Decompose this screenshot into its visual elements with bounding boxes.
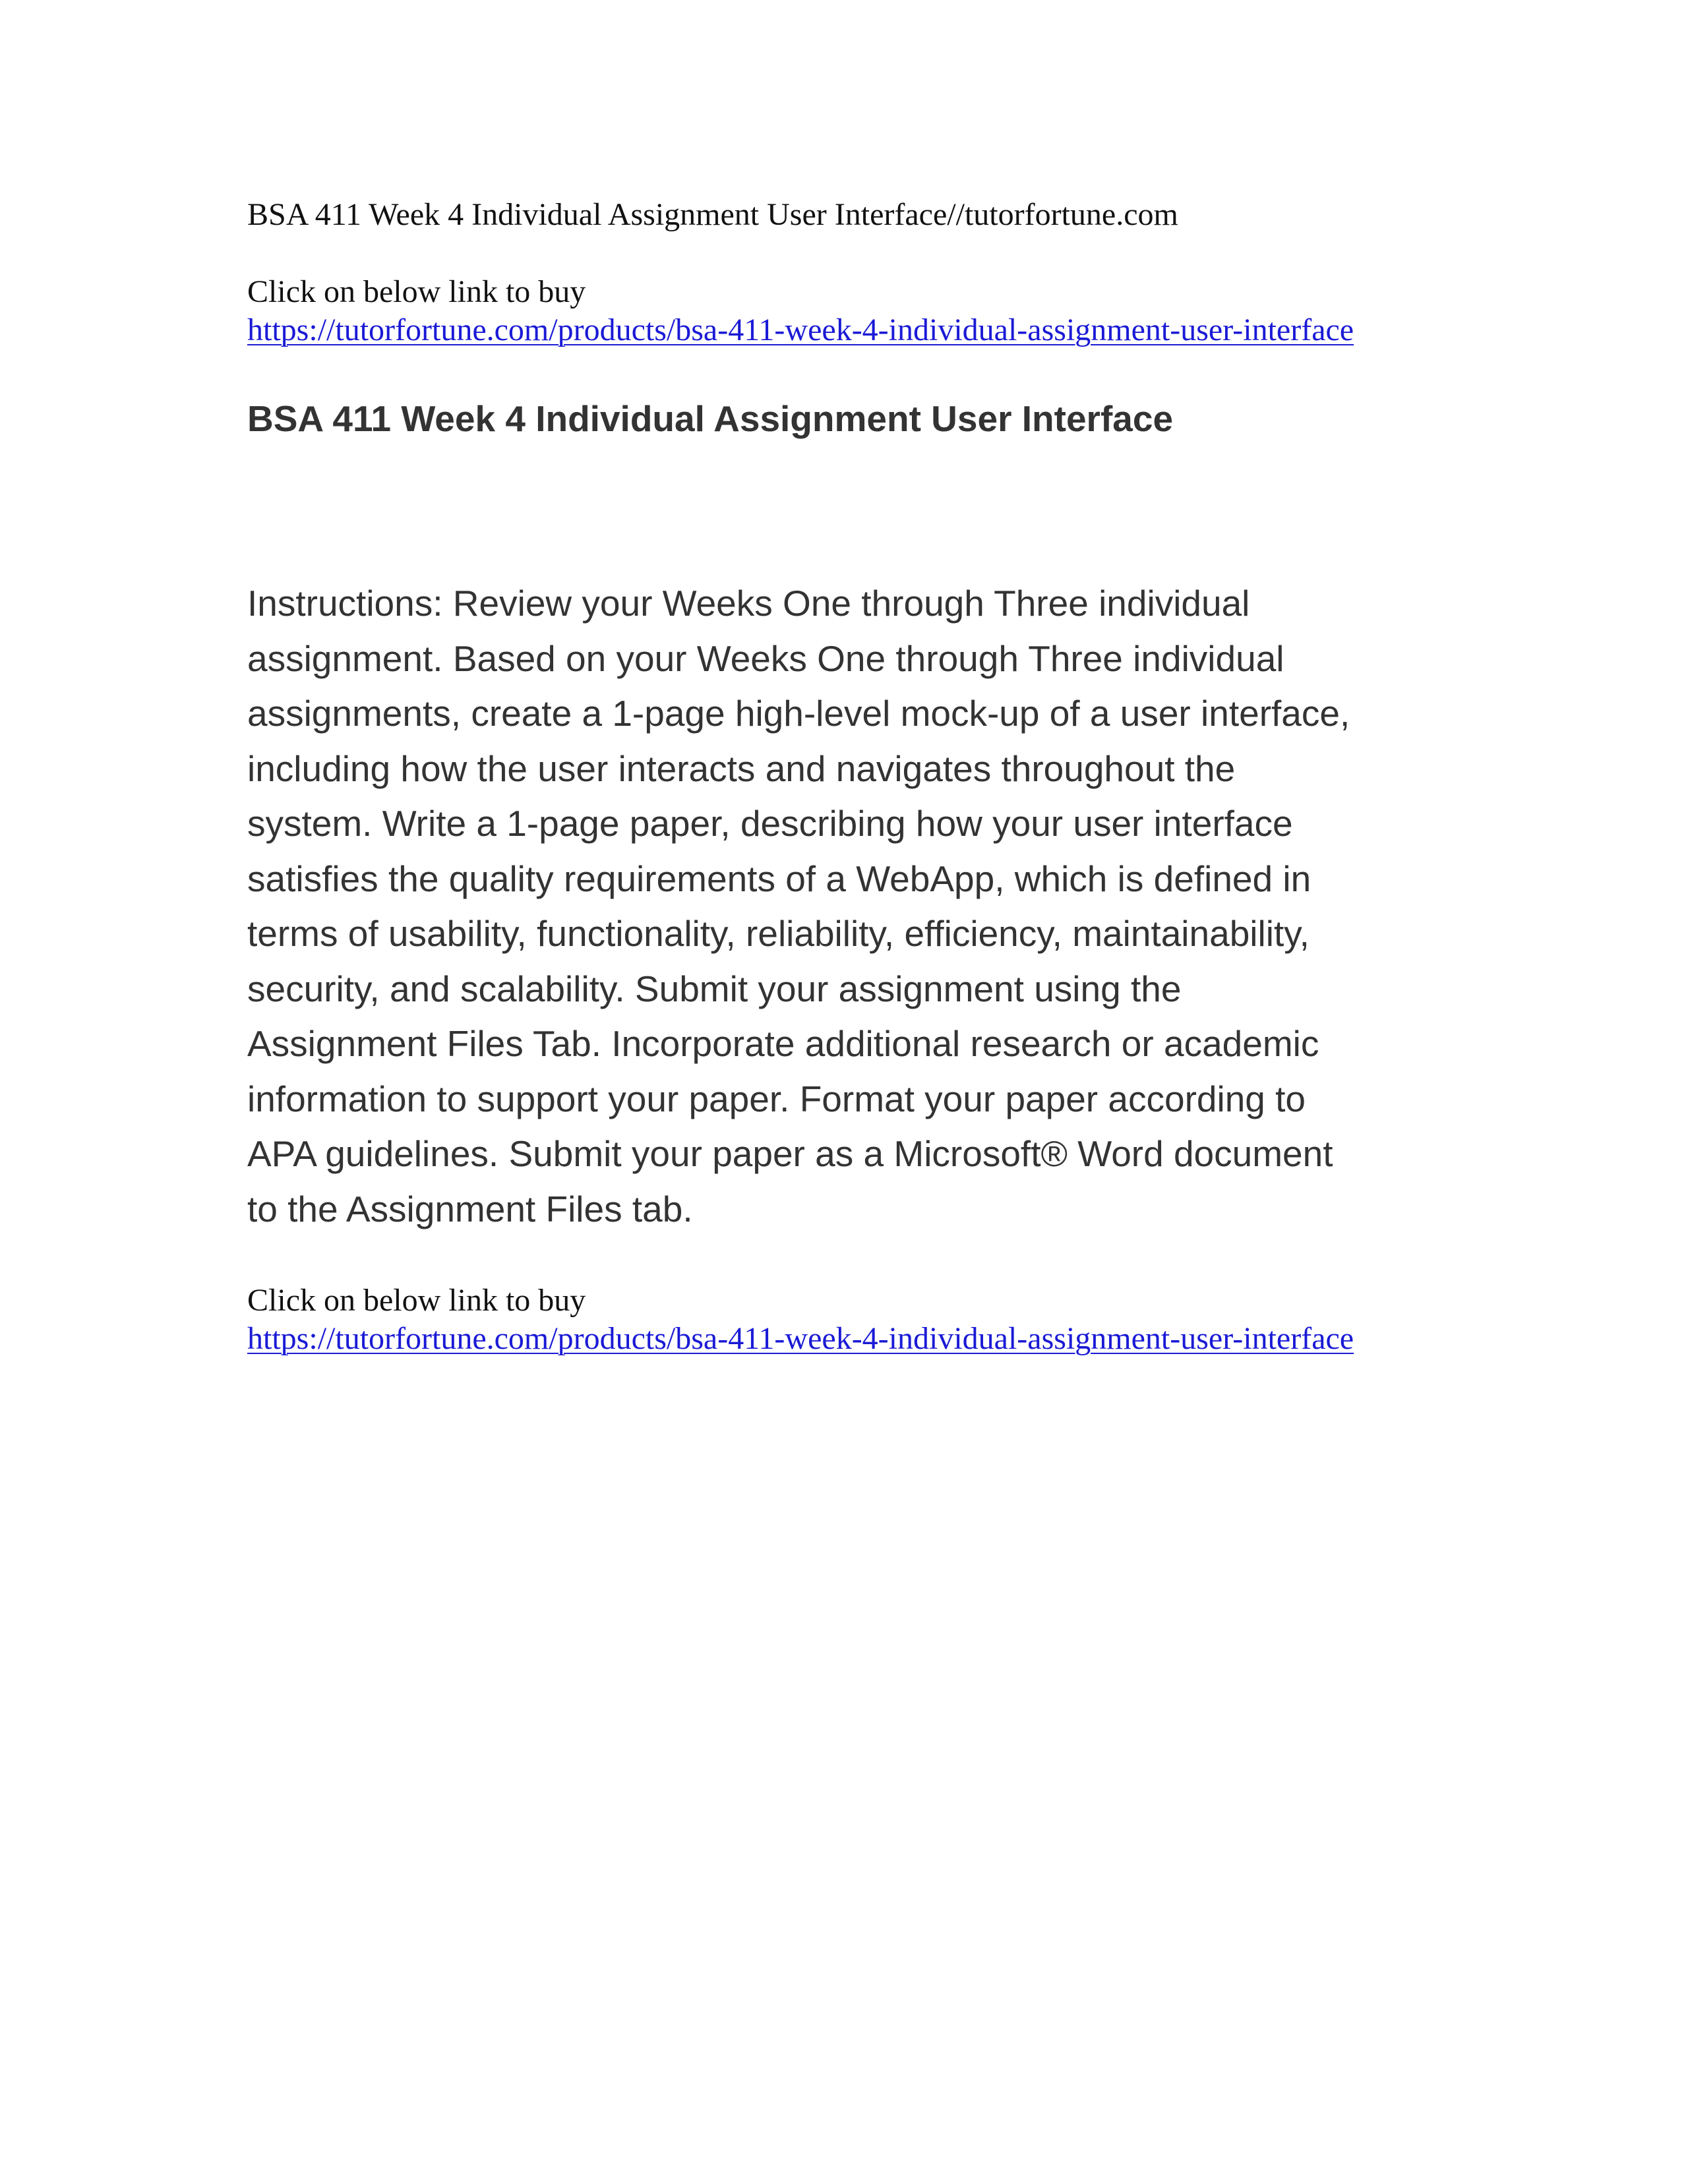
instructions-line: satisfies the quality requirements of a WebApp, which is defined in bbox=[247, 858, 1311, 899]
buy-link-block-bottom bbox=[247, 1282, 1474, 1358]
buy-label-bottom: Click on below link to buy bbox=[247, 1283, 586, 1318]
buy-link-top[interactable]: https://tutorfortune.com/products/bsa-411-week-4-individual-assignment-user-interface bbox=[247, 312, 1354, 347]
instructions-line: security, and scalability. Submit your assignment using the bbox=[247, 968, 1182, 1009]
document-title-line: BSA 411 Week 4 Individual Assignment User Interface//tutorfortune.com bbox=[247, 197, 1178, 232]
instructions-line: information to support your paper. Format your paper according to bbox=[247, 1078, 1306, 1119]
instructions-line: assignments, create a 1-page high-level mock-up of a user interface, bbox=[247, 693, 1350, 734]
instructions-line: including how the user interacts and navigates throughout the bbox=[247, 748, 1236, 789]
instructions-line: to the Assignment Files tab. bbox=[247, 1188, 693, 1229]
instructions-line: assignment. Based on your Weeks One through Three individual bbox=[247, 637, 1284, 679]
instructions-line: system. Write a 1-page paper, describing how your user interface bbox=[247, 803, 1293, 844]
buy-link-bottom[interactable]: https://tutorfortune.com/products/bsa-411-week-4-individual-assignment-user-interface bbox=[247, 1321, 1354, 1356]
instructions-line: APA guidelines. Submit your paper as a Microsoft® Word document bbox=[247, 1133, 1333, 1174]
instructions-line: Instructions: Review your Weeks One through Three individual bbox=[247, 583, 1250, 624]
instructions-line: terms of usability, functionality, reliability, efficiency, maintainability, bbox=[247, 913, 1310, 954]
instructions-line: Assignment Files Tab. Incorporate additional research or academic bbox=[247, 1023, 1319, 1064]
page-heading: BSA 411 Week 4 Individual Assignment User Interface bbox=[247, 398, 1174, 439]
document-content bbox=[247, 195, 1474, 1358]
instructions-paragraph bbox=[247, 576, 1434, 1237]
buy-label-top: Click on below link to buy bbox=[247, 274, 586, 309]
buy-link-block-top bbox=[247, 273, 1474, 349]
